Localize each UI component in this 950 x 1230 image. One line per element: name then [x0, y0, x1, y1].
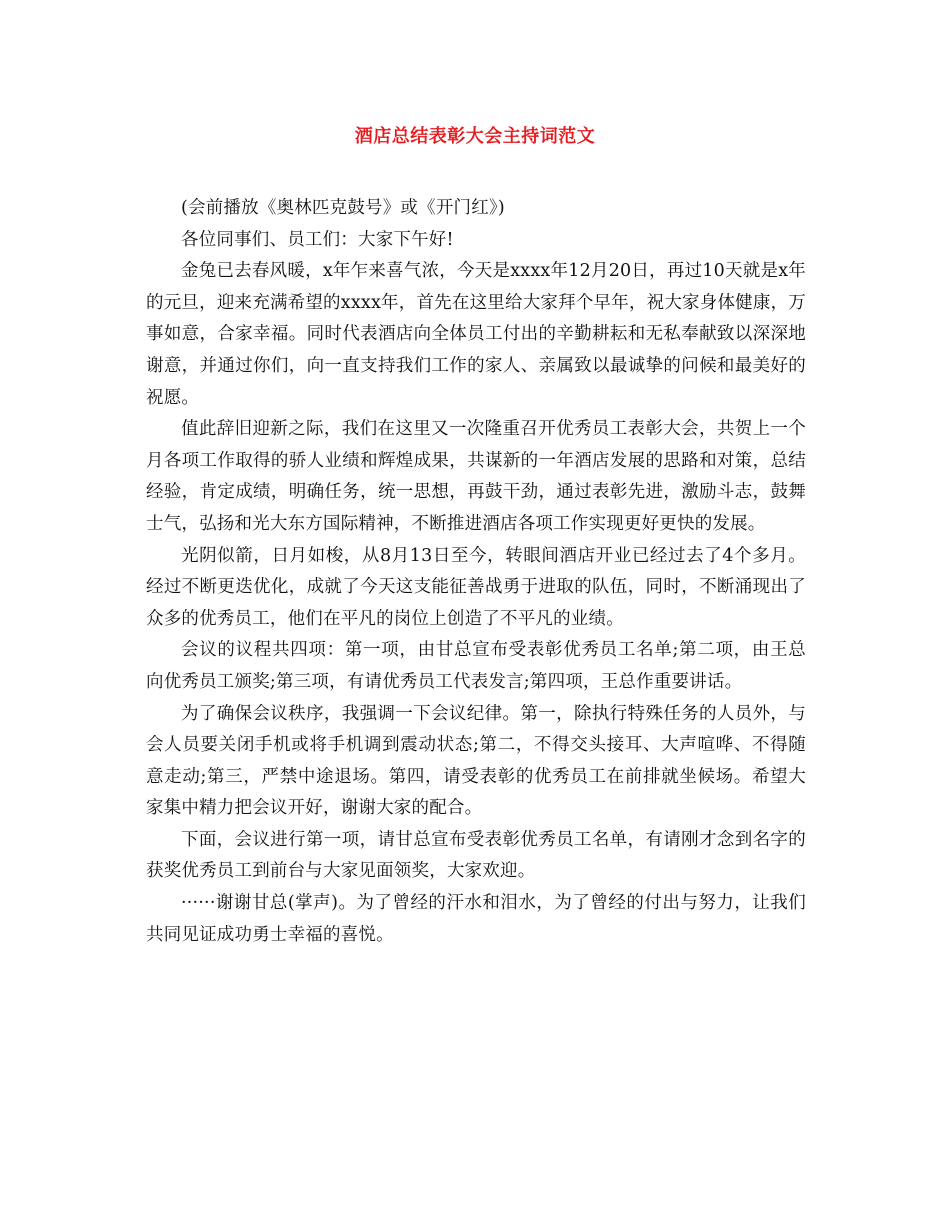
- paragraph-discipline: 为了确保会议秩序，我强调一下会议纪律。第一，除执行特殊任务的人员外，与会人员要关闭手机或将手机调到震动状态;第二，不得交头接耳、大声喧哗、不得随意走动;第三，严禁中途退场。第四，请受表彰的优秀员工在前排就坐候场。希望大家集中精力把会议开好，谢谢大家的配合。: [146, 703, 806, 819]
- paragraph-first-item: 下面，会议进行第一项，请甘总宣布受表彰优秀员工名单，有请刚才念到名字的获奖优秀员工到前台与大家见面领奖，大家欢迎。: [146, 829, 806, 882]
- document-title: 酒店总结表彰大会主持词范文: [354, 126, 596, 147]
- paragraph-agenda: 会议的议程共四项：第一项，由甘总宣布受表彰优秀员工名单;第二项，由王总向优秀员工颁奖;第三项，有请优秀员工代表发言;第四项，王总作重要讲话。: [146, 640, 806, 692]
- paragraph-closing: ······谢谢甘总(掌声)。为了曾经的汗水和泪水，为了曾经的付出与努力，让我们共同见证成功勇士幸福的喜悦。: [146, 893, 806, 945]
- paragraph-greeting: 各位同事们、员工们：大家下午好!: [181, 229, 454, 250]
- paragraph-review: 光阴似箭，日月如梭，从8月13日至今，转眼间酒店开业已经过去了4个多月。经过不断更迭优化，成就了今天这支能征善战勇于进取的队伍，同时，不断涌现出了众多的优秀员工，他们在平凡的岗位上创造了不平凡的业绩。: [146, 545, 806, 629]
- paragraph-opening-note: (会前播放《奥林匹克鼓号》或《开门红》): [181, 198, 505, 218]
- paragraph-new-year-wishes: 金兔已去春风暖，x年乍来喜气浓，今天是xxxx年12月20日，再过10天就是x年的元旦，迎来充满希望的xxxx年，首先在这里给大家拜个早年，祝大家身体健康，万事如意，合家幸福。同时代表酒店向全体员工付出的辛勤耕耘和无私奉献致以深深地谢意，并通过你们，向一直支持我们工作的家人、亲属致以最诚挚的问候和最美好的祝愿。: [146, 261, 806, 408]
- document-body: [146, 193, 806, 951]
- paragraph-meeting-purpose: 值此辞旧迎新之际，我们在这里又一次隆重召开优秀员工表彰大会，共贺上一个月各项工作取得的骄人业绩和辉煌成果，共谋新的一年酒店发展的思路和对策，总结经验，肯定成绩，明确任务，统一思想，再鼓干劲，通过表彰先进，激励斗志，鼓舞士气，弘扬和光大东方国际精神，不断推进酒店各项工作实现更好更快的发展。: [146, 419, 806, 534]
